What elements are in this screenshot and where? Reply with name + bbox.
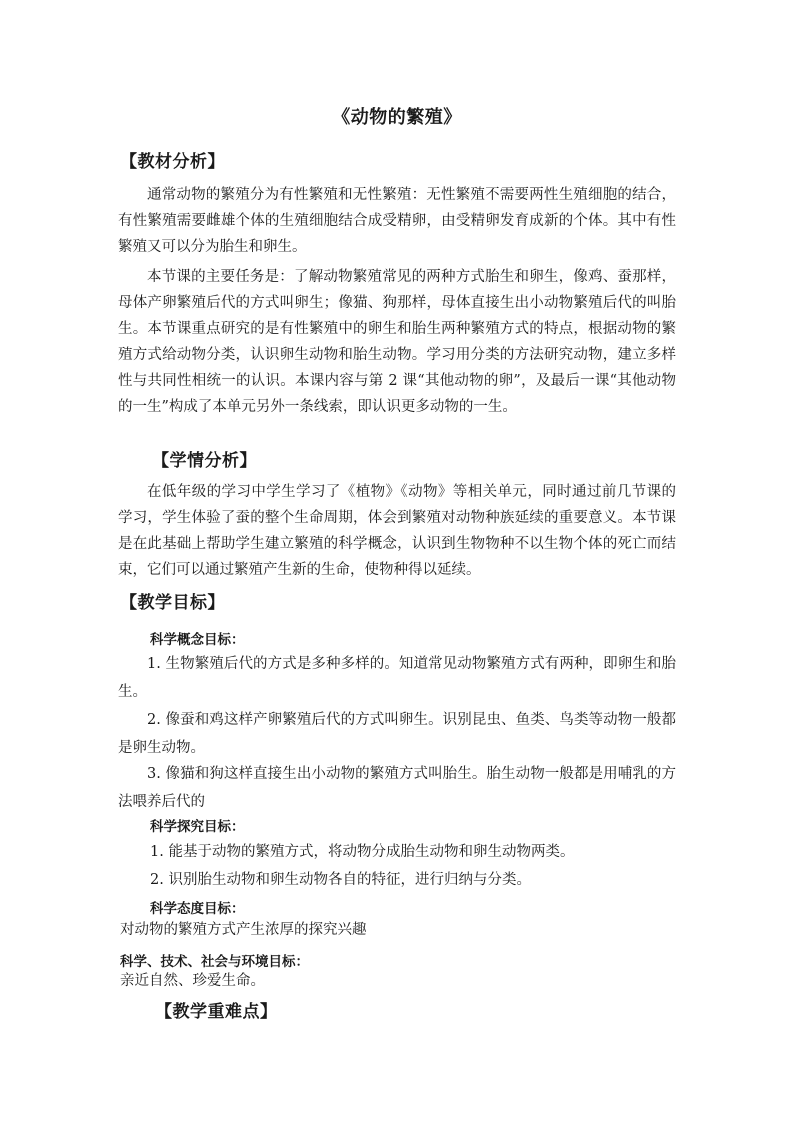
attitude-goals-label: 科学态度目标： xyxy=(150,901,245,917)
concept-goal-item-2: 2. 像蚕和鸡这样产卵繁殖后代的方式叫卵生。识别昆虫、鱼类、鸟类等动物一般都是卵生动物。 xyxy=(118,712,676,756)
document-title: 《动物的繁殖》 xyxy=(332,107,462,128)
inquiry-goal-item-2: 2. 识别胎生动物和卵生动物各自的特征，进行归纳与分类。 xyxy=(150,872,531,888)
concept-goal-item-3: 3. 像猫和狗这样直接生出小动物的繁殖方式叫胎生。胎生动物一般都是用哺乳的方法喂养后代的 xyxy=(118,766,676,810)
material-paragraph-2: 本节课的主要任务是：了解动物繁殖常见的两种方式胎生和卵生，像鸡、蚕那样，母体产卵繁殖后代的方式叫卵生；像猫、狗那样，母体直接生出小动物繁殖后代的叫胎生。本节课重点研究的是有性繁殖中的卵生和胎生两种繁殖方式的特点，根据动物的繁殖方式给动物分类，认识卵生动物和胎生动物。学习用分类的方法研究动物，建立多样性与共同性相统一的认识。本课内容与第 2 课“其他动物的卵”，及最后一课“其他动物的一生”构成了本单元另外一条线索，即认识更多动物的一生。 xyxy=(118,269,676,415)
attitude-goal-text: 对动物的繁殖方式产生浓厚的探究兴趣 xyxy=(120,922,367,938)
inquiry-goal-item-1: 1. 能基于动物的繁殖方式，将动物分成胎生动物和卵生动物两类。 xyxy=(150,844,575,860)
material-paragraph-1: 通常动物的繁殖分为有性繁殖和无性繁殖：无性繁殖不需要两性生殖细胞的结合，有性繁殖需要雌雄个体的生殖细胞结合成受精卵，由受精卵发育成新的个体。其中有性繁殖又可以分为胎生和卵生。 xyxy=(118,187,676,255)
section-heading-goals: 【教学目标】 xyxy=(120,593,225,613)
stse-goal-text: 亲近自然、珍爱生命。 xyxy=(120,973,265,989)
section-heading-learner: 【学情分析】 xyxy=(152,451,257,471)
section-heading-material: 【教材分析】 xyxy=(120,152,225,172)
learner-paragraph-1: 在低年级的学习中学生学习了《植物》《动物》等相关单元，同时通过前几节课的学习，学生体验了蚕的整个生命周期，体会到繁殖对动物种族延续的重要意义。本节课是在此基础上帮助学生建立繁殖的科学概念，认识到生物物种不以生物个体的死亡而结束，它们可以通过繁殖产生新的生命，使物种得以延续。 xyxy=(118,484,676,578)
concept-goals-label: 科学概念目标： xyxy=(150,632,245,648)
inquiry-goals-label: 科学探究目标： xyxy=(150,819,245,835)
stse-goals-label: 科学、技术、社会与环境目标： xyxy=(120,954,309,970)
concept-goal-item-1: 1. 生物繁殖后代的方式是多种多样的。知道常见动物繁殖方式有两种，即卵生和胎生。 xyxy=(118,656,676,700)
section-heading-keypoints: 【教学重难点】 xyxy=(155,1002,278,1022)
